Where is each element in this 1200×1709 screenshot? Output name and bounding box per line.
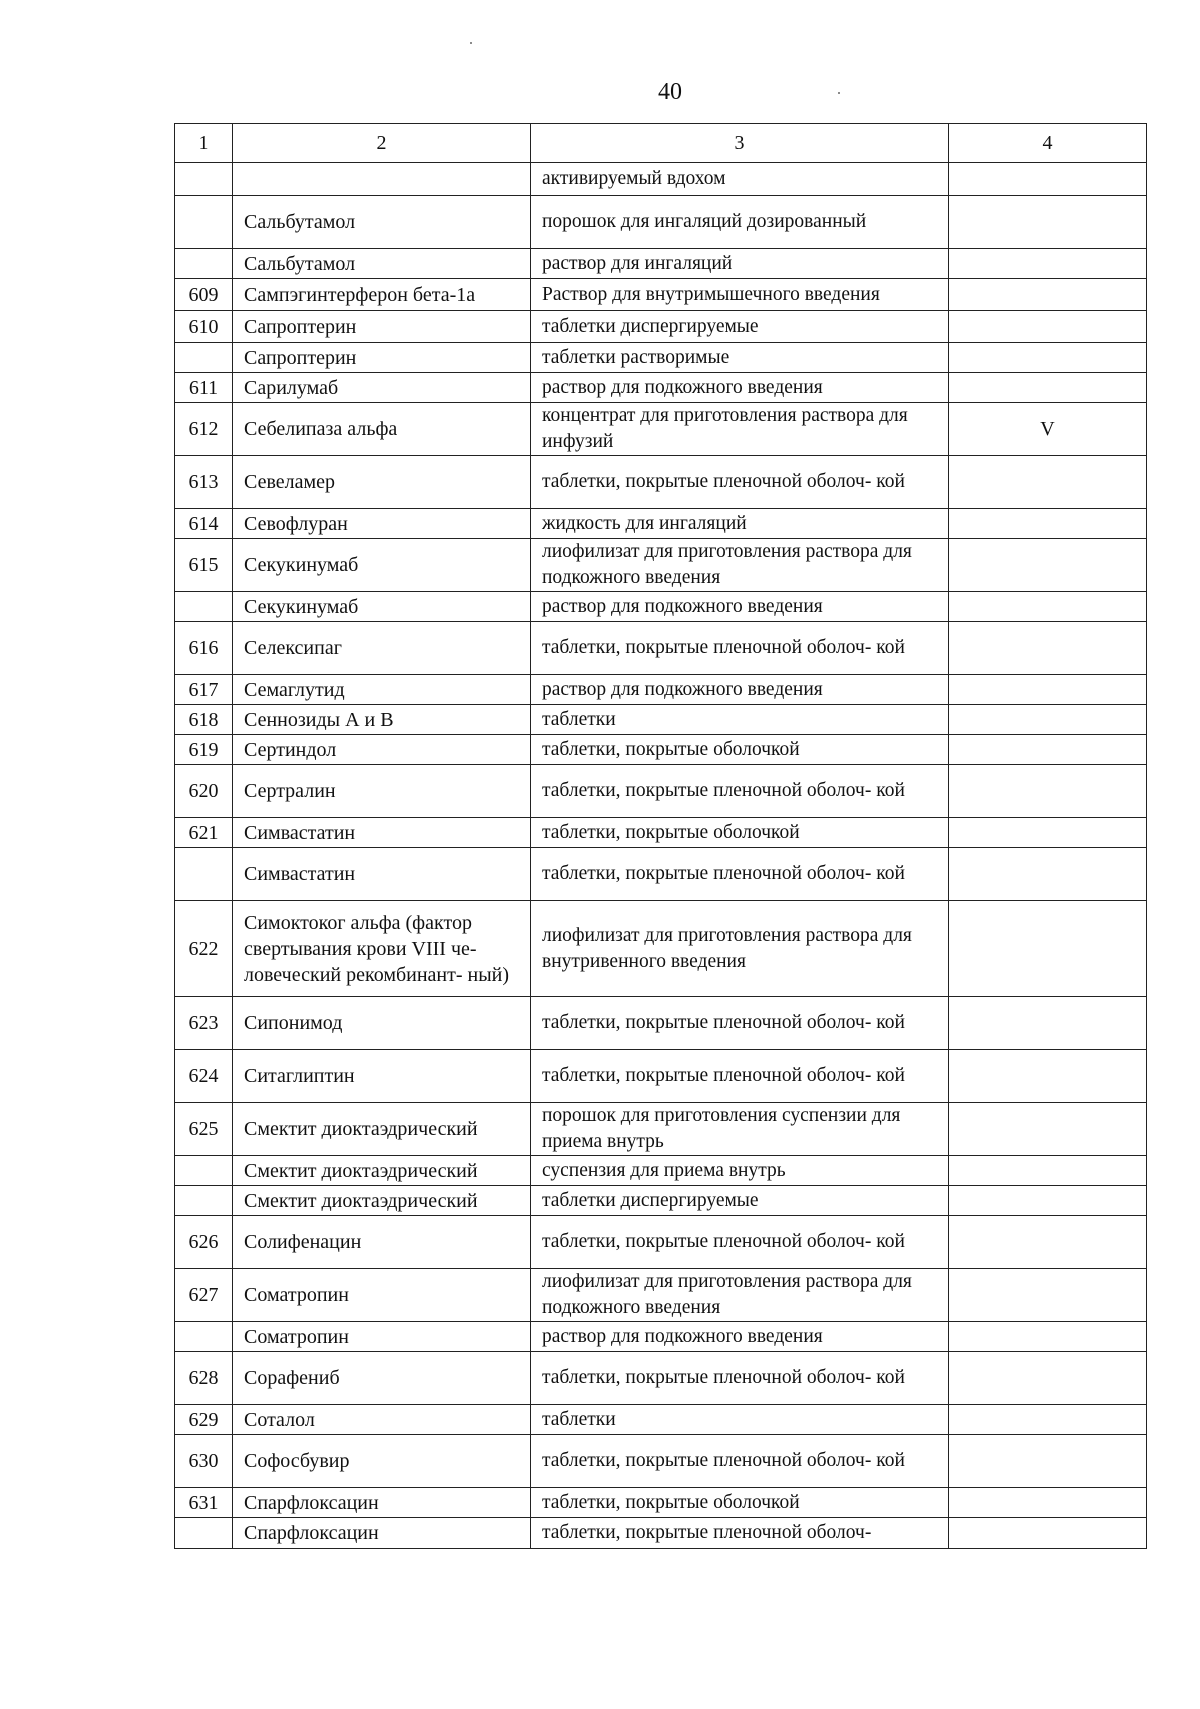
dosage-form: порошок для ингаляций дозированный [531,196,949,249]
mark-cell [949,196,1147,249]
row-number: 627 [175,1269,233,1322]
drug-name: Солифенацин [233,1216,531,1269]
table-row [175,1050,1147,1103]
row-number [175,196,233,249]
table-row [175,539,1147,592]
drug-name: Себелипаза альфа [233,403,531,456]
dosage-form: раствор для ингаляций [531,249,949,279]
drug-name: Смектит диоктаэдрический [233,1156,531,1186]
mark-cell [949,249,1147,279]
dosage-form: таблетки, покрытые пленочной оболоч- кой [531,1216,949,1269]
drug-name [233,163,531,196]
row-number: 630 [175,1435,233,1488]
drug-name: Софосбувир [233,1435,531,1488]
row-number [175,1322,233,1352]
drug-name: Секукинумаб [233,539,531,592]
row-number: 613 [175,456,233,509]
mark-cell [949,343,1147,373]
dosage-form: таблетки, покрытые пленочной оболоч- кой [531,1435,949,1488]
row-number [175,343,233,373]
drug-name: Сорафениб [233,1352,531,1405]
table-row [175,705,1147,735]
drug-table [174,123,1147,1549]
table-row [175,403,1147,456]
mark-cell [949,735,1147,765]
dosage-form: порошок для приготовления суспензии для приема внутрь [531,1103,949,1156]
table-row [175,735,1147,765]
drug-name: Смектит диоктаэдрический [233,1103,531,1156]
mark-cell [949,818,1147,848]
table-row [175,592,1147,622]
dosage-form: раствор для подкожного введения [531,373,949,403]
dosage-form: таблетки [531,1405,949,1435]
table-row [175,456,1147,509]
drug-name: Сарилумаб [233,373,531,403]
row-number [175,848,233,901]
row-number: 610 [175,311,233,343]
row-number: 622 [175,901,233,997]
mark-cell [949,1435,1147,1488]
dosage-form: таблетки, покрытые пленочной оболоч- кой [531,765,949,818]
mark-cell: V [949,403,1147,456]
mark-cell [949,622,1147,675]
table-row [175,1405,1147,1435]
table-row [175,675,1147,705]
row-number: 615 [175,539,233,592]
table-row [175,1269,1147,1322]
drug-name: Сампэгинтерферон бета-1а [233,279,531,311]
mark-cell [949,1352,1147,1405]
drug-name: Спарфлоксацин [233,1488,531,1518]
mark-cell [949,1186,1147,1216]
drug-name: Ситаглиптин [233,1050,531,1103]
drug-name: Сипонимод [233,997,531,1050]
table-row [175,373,1147,403]
mark-cell [949,163,1147,196]
table-row [175,818,1147,848]
mark-cell [949,1269,1147,1322]
mark-cell [949,1322,1147,1352]
dosage-form: Раствор для внутримышечного введения [531,279,949,311]
drug-name: Сеннозиды А и В [233,705,531,735]
mark-cell [949,279,1147,311]
table-row [175,1352,1147,1405]
header-col-4: 4 [949,124,1147,163]
row-number: 624 [175,1050,233,1103]
drug-name: Сапроптерин [233,311,531,343]
mark-cell [949,1518,1147,1549]
table-row [175,1216,1147,1269]
drug-name: Соматропин [233,1322,531,1352]
drug-name: Сертиндол [233,735,531,765]
table-row [175,1186,1147,1216]
table-row [175,249,1147,279]
dosage-form: таблетки, покрытые пленочной оболоч- кой [531,456,949,509]
dosage-form: таблетки диспергируемые [531,311,949,343]
row-number: 631 [175,1488,233,1518]
row-number: 626 [175,1216,233,1269]
mark-cell [949,997,1147,1050]
row-number: 618 [175,705,233,735]
table-row [175,765,1147,818]
mark-cell [949,1156,1147,1186]
drug-name: Соталол [233,1405,531,1435]
table-row [175,196,1147,249]
header-row [175,124,1147,163]
mark-cell [949,1488,1147,1518]
dosage-form: таблетки, покрытые пленочной оболоч- кой [531,1050,949,1103]
dosage-form: лиофилизат для приготовления раствора для внутривенного введения [531,901,949,997]
dosage-form: таблетки [531,705,949,735]
dosage-form: лиофилизат для приготовления раствора для подкожного введения [531,539,949,592]
header-col-3: 3 [531,124,949,163]
drug-name: Симвастатин [233,848,531,901]
mark-cell [949,705,1147,735]
dosage-form: таблетки, покрытые пленочной оболоч- кой [531,622,949,675]
row-number: 616 [175,622,233,675]
mark-cell [949,1050,1147,1103]
drug-name: Спарфлоксацин [233,1518,531,1549]
mark-cell [949,373,1147,403]
drug-name: Секукинумаб [233,592,531,622]
table-row [175,163,1147,196]
mark-cell [949,456,1147,509]
row-number: 621 [175,818,233,848]
dosage-form: активируемый вдохом [531,163,949,196]
dosage-form: раствор для подкожного введения [531,592,949,622]
mark-cell [949,1103,1147,1156]
mark-cell [949,1405,1147,1435]
table-row [175,311,1147,343]
dosage-form: таблетки, покрытые оболочкой [531,735,949,765]
drug-name: Симоктоког альфа (фактор свертывания крови VIII че- ловеческий рекомбинант- ный) [233,901,531,997]
mark-cell [949,901,1147,997]
drug-name: Сертралин [233,765,531,818]
row-number: 611 [175,373,233,403]
table-row [175,1435,1147,1488]
scan-speck [838,92,840,94]
table-row [175,1103,1147,1156]
dosage-form: таблетки диспергируемые [531,1186,949,1216]
dosage-form: таблетки, покрытые пленочной оболоч- кой [531,1352,949,1405]
table-row [175,997,1147,1050]
row-number: 629 [175,1405,233,1435]
drug-name: Соматропин [233,1269,531,1322]
row-number [175,1518,233,1549]
row-number: 609 [175,279,233,311]
row-number: 614 [175,509,233,539]
dosage-form: таблетки, покрытые пленочной оболоч- [531,1518,949,1549]
drug-name: Смектит диоктаэдрический [233,1186,531,1216]
dosage-form: лиофилизат для приготовления раствора для подкожного введения [531,1269,949,1322]
dosage-form: таблетки, покрытые пленочной оболоч- кой [531,997,949,1050]
drug-name: Севофлуран [233,509,531,539]
mark-cell [949,765,1147,818]
table-row [175,1322,1147,1352]
dosage-form: таблетки, покрытые пленочной оболоч- кой [531,848,949,901]
row-number: 619 [175,735,233,765]
dosage-form: раствор для подкожного введения [531,1322,949,1352]
row-number [175,1156,233,1186]
row-number: 620 [175,765,233,818]
table-row [175,279,1147,311]
mark-cell [949,539,1147,592]
dosage-form: раствор для подкожного введения [531,675,949,705]
drug-name: Севеламер [233,456,531,509]
drug-name: Симвастатин [233,818,531,848]
table-row [175,622,1147,675]
drug-name: Сальбутамол [233,249,531,279]
table-row [175,343,1147,373]
dosage-form: таблетки, покрытые оболочкой [531,818,949,848]
table-row [175,1518,1147,1549]
row-number: 628 [175,1352,233,1405]
page-number: 40 [658,79,682,105]
mark-cell [949,592,1147,622]
row-number [175,249,233,279]
drug-name: Сальбутамол [233,196,531,249]
row-number: 612 [175,403,233,456]
row-number [175,1186,233,1216]
drug-name: Семаглутид [233,675,531,705]
drug-name: Селексипаг [233,622,531,675]
scan-speck [470,42,472,44]
mark-cell [949,848,1147,901]
table-row [175,1156,1147,1186]
dosage-form: жидкость для ингаляций [531,509,949,539]
table-row [175,901,1147,997]
header-col-2: 2 [233,124,531,163]
row-number [175,592,233,622]
header-col-1: 1 [175,124,233,163]
dosage-form: суспензия для приема внутрь [531,1156,949,1186]
mark-cell [949,311,1147,343]
drug-name: Сапроптерин [233,343,531,373]
dosage-form: концентрат для приготовления раствора для инфузий [531,403,949,456]
row-number: 623 [175,997,233,1050]
dosage-form: таблетки растворимые [531,343,949,373]
mark-cell [949,675,1147,705]
table-row [175,848,1147,901]
row-number: 617 [175,675,233,705]
dosage-form: таблетки, покрытые оболочкой [531,1488,949,1518]
mark-cell [949,509,1147,539]
mark-cell [949,1216,1147,1269]
table-row [175,509,1147,539]
row-number [175,163,233,196]
table-row [175,1488,1147,1518]
row-number: 625 [175,1103,233,1156]
